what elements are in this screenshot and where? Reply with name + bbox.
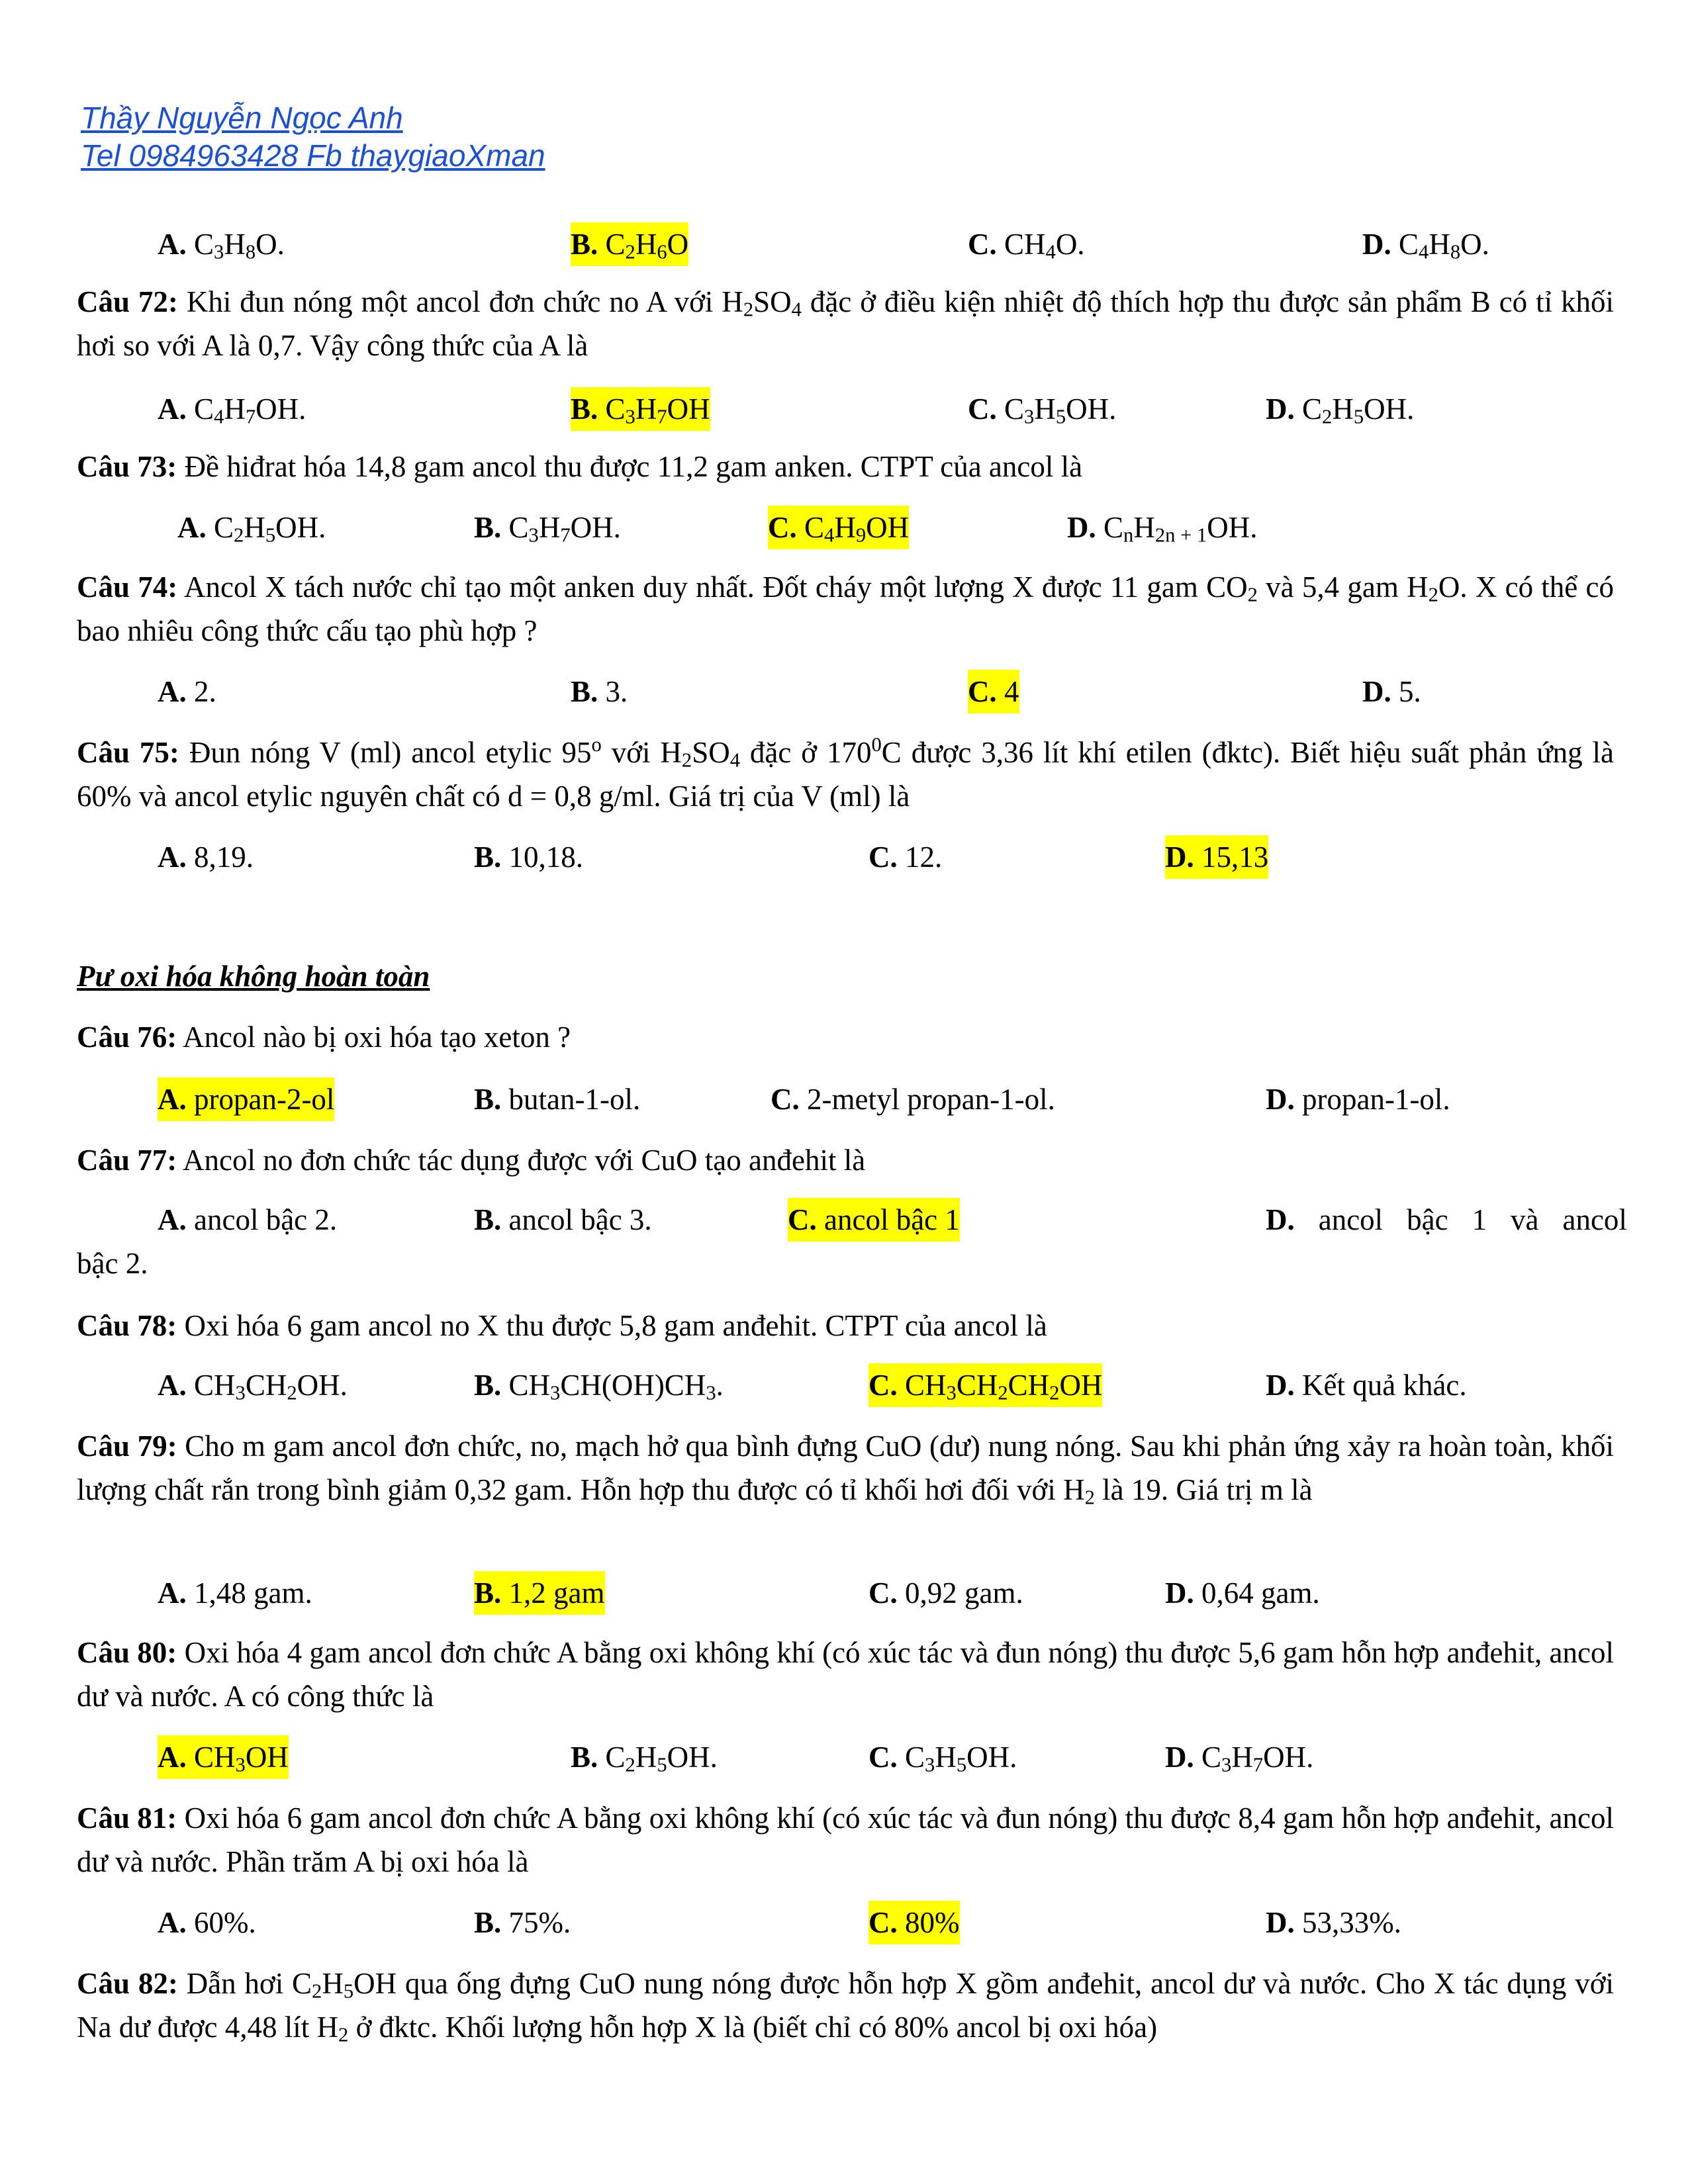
q78-option-c: C. $CH_3CH_2CH_2OH$ — [868, 1363, 1102, 1407]
q80-option-a: A. $CH_3OH$ — [158, 1735, 289, 1779]
q75-option-d: D. 15,13 — [1165, 835, 1268, 879]
q74-option-a: A. 2. — [158, 675, 216, 708]
q74-answers — [0, 670, 1688, 713]
q73-option-c: C. $C_4H_9OH$ — [768, 506, 909, 549]
q81-text: Câu 81: Oxi hóa 6 gam ancol đơn chức A bằng oxi không khí (có xúc tác và đun nóng) thu được 8,4 gam hỗn hợp anđehit, ancol dư và nước. Phần trăm A bị oxi hóa là — [77, 1801, 1615, 1878]
q79-text: Câu 79: Cho m gam ancol đơn chức, no, mạch hở qua bình đựng CuO (dư) nung nóng. Sau khi phản ứng xảy ra hoàn toàn, khối lượng chất rắn trong bình giảm 0,32 gam. Hỗn hợp thu được có tỉ khối hơi đối với $H_2$ là 19. Giá trị m là — [77, 1430, 1614, 1509]
q75-option-c: C. 12. — [868, 841, 943, 874]
q81-option-c: C. 80% — [868, 1901, 960, 1944]
q77-option-d: D. ancol bậc 1 và ancol — [1266, 1203, 1627, 1236]
q71-answers — [0, 222, 1688, 266]
q79-option-c: C. 0,92 gam. — [868, 1576, 1023, 1610]
q79-answers — [0, 1571, 1688, 1615]
q73-text: Câu 73: Đề hiđrat hóa 14,8 gam ancol thu được 11,2 gam anken. CTPT của ancol là — [77, 450, 1083, 483]
q74-text: Câu 74: Ancol X tách nước chỉ tạo một anken duy nhất. Đốt cháy một lượng X được 11 gam $CO_2$ và 5,4 gam $H_2O$. X có thể có bao nhiêu công thức cấu tạo phù hợp ? — [77, 570, 1614, 647]
q74-option-d: D. 5. — [1362, 675, 1421, 708]
q75-option-b: B. 10,18. — [474, 841, 584, 874]
q72-text: Câu 72: Khi đun nóng một ancol đơn chức no A với $H_2SO_4$ đặc ở điều kiện nhiệt độ thích hợp thu được sản phẩm B có tỉ khối hơi so với A là 0,7. Vậy công thức của A là — [77, 285, 1614, 362]
q80-answers — [0, 1735, 1688, 1779]
q77-option-d-continued — [0, 1242, 1688, 1285]
q76-option-d: D. propan-1-ol. — [1266, 1083, 1450, 1116]
q72-option-b: B. $C_3H_7OH$ — [571, 387, 710, 431]
q72-answers — [0, 387, 1688, 431]
q80-option-d: D. $C_3H_7OH$. — [1165, 1741, 1314, 1776]
q82-text: Câu 82: Dẫn hơi $C_2H_5OH$ qua ống đựng CuO nung nóng được hỗn hợp X gồm anđehit, ancol dư và nước. Cho X tác dụng với Na dư được 4,48 lít $H_2$ ở đktc. Khối lượng hỗn hợp X là (biết chỉ có 80% ancol bị oxi hóa) — [77, 1967, 1614, 2046]
q76-answers — [0, 1077, 1688, 1121]
q71-option-b: B. $C_2H_6O$ — [571, 222, 688, 266]
q75-text: Câu 75: Đun nóng V (ml) ancol etylic 95$^o$ với $H_2SO_4$ đặc ở $170^0C$ được 3,36 lít khí etilen (đktc). Biết hiệu suất phản ứng là 60% và ancol etylic nguyên chất có d = 0,8 g/ml. Giá trị của V (ml) là — [77, 733, 1614, 813]
q76-option-a: A. propan-2-ol — [158, 1077, 334, 1121]
q77-option-c: C. ancol bậc 1 — [788, 1198, 960, 1242]
q75-option-a: A. 8,19. — [158, 841, 254, 874]
q77-option-a: A. ancol bậc 2. — [158, 1203, 338, 1236]
q71-option-d: D. $C_4H_8O$. — [1362, 228, 1489, 263]
q81-option-a: A. 60%. — [158, 1906, 256, 1939]
q75-answers — [0, 835, 1688, 879]
header-teacher-link[interactable]: Thầy Nguyễn Ngọc Anh — [81, 101, 403, 135]
q77-option-d-cont-text: bậc 2. — [77, 1247, 148, 1280]
q73-option-a: A. $C_2H_5OH$. — [177, 511, 326, 547]
q78-answers — [0, 1363, 1688, 1407]
section-title: Pư oxi hóa không hoàn toàn — [77, 960, 430, 993]
q74-option-b: B. 3. — [571, 675, 628, 708]
q73-option-b: B. $C_3H_7OH$. — [474, 511, 621, 547]
q79-option-d: D. 0,64 gam. — [1165, 1576, 1320, 1610]
q76-option-b: B. butan-1-ol. — [474, 1083, 641, 1116]
q74-option-c: C. 4 — [968, 670, 1019, 713]
q76-option-c: C. 2-metyl propan-1-ol. — [771, 1083, 1055, 1116]
q80-option-b: B. $C_2H_5OH$. — [571, 1741, 718, 1776]
q81-option-d: D. 53,33%. — [1266, 1906, 1401, 1939]
q77-option-b: B. ancol bậc 3. — [474, 1203, 652, 1236]
q78-option-d: D. Kết quả khác. — [1266, 1369, 1467, 1402]
q77-answers — [0, 1198, 1688, 1242]
q77-text: Câu 77: Ancol no đơn chức tác dụng được với CuO tạo anđehit là — [77, 1144, 866, 1177]
q80-text: Câu 80: Oxi hóa 4 gam ancol đơn chức A bằng oxi không khí (có xúc tác và đun nóng) thu được 5,6 gam hỗn hợp anđehit, ancol dư và nước. A có công thức là — [77, 1636, 1615, 1713]
q72-option-c: C. $C_3H_5OH$. — [968, 392, 1117, 428]
q72-option-d: D. $C_2H_5OH$. — [1266, 392, 1415, 428]
q71-option-a: A. $C_3H_8O$. — [158, 228, 285, 263]
q78-option-a: A. $CH_3CH_2OH$. — [158, 1369, 348, 1404]
q73-option-d: D. $C_nH_{2n + 1}OH$. — [1067, 511, 1258, 547]
q76-text: Câu 76: Ancol nào bị oxi hóa tạo xeton ? — [77, 1021, 571, 1054]
header-contact-link[interactable]: Tel 0984963428 Fb thaygiaoXman — [81, 138, 545, 173]
q71-option-c: C. $CH_4O$. — [968, 228, 1085, 263]
q73-answers — [0, 506, 1688, 549]
q78-option-b: B. $CH_3CH(OH)CH_3$. — [474, 1369, 724, 1404]
q72-option-a: A. $C_4H_7OH$. — [158, 392, 306, 428]
q80-option-c: C. $C_3H_5OH$. — [868, 1741, 1017, 1776]
q79-option-a: A. 1,48 gam. — [158, 1576, 312, 1610]
q81-option-b: B. 75%. — [474, 1906, 571, 1939]
q79-option-b: B. 1,2 gam — [474, 1571, 605, 1615]
q78-text: Câu 78: Oxi hóa 6 gam ancol no X thu được 5,8 gam anđehit. CTPT của ancol là — [77, 1309, 1047, 1342]
q81-answers — [0, 1901, 1688, 1944]
